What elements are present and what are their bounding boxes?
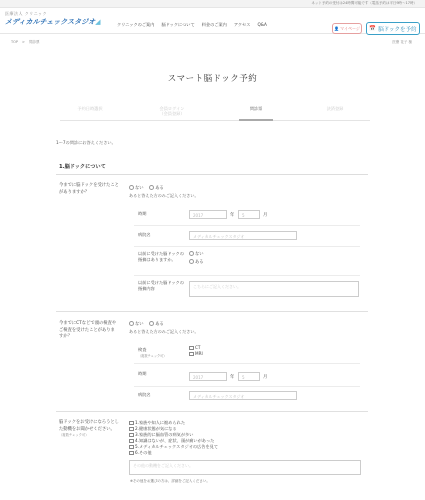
q3-footnote: ※その他をお選びの方は、詳細をご記入ください。: [130, 479, 210, 483]
progress-steps: [60, 103, 370, 121]
nav-price[interactable]: 料金のご案内: [201, 22, 227, 27]
divider: [134, 246, 360, 247]
radio-icon: [129, 185, 134, 190]
section-title: 1.脳ドックについて: [56, 163, 368, 175]
q1-hospital-input[interactable]: メディカルチェックスタジオ: [189, 231, 297, 240]
checkbox-icon: [129, 421, 134, 426]
step-questionnaire: 問診票: [226, 106, 286, 111]
q1-hint: あると答えた方のみご記入ください。: [129, 193, 199, 198]
question-1-label: 今までに脳ドックを受けたことがありますか？: [59, 183, 119, 195]
page-title: スマート脳ドック予約: [167, 74, 258, 84]
q3-options: [129, 420, 218, 456]
q2-hint: あると答えた方のみご記入ください。: [129, 329, 199, 334]
q3-option-3[interactable]: 3.家族的に脳血管の病気が多い: [129, 432, 218, 438]
checkbox-icon: [129, 445, 134, 450]
checkbox-icon: [129, 427, 134, 432]
question-3-note: （複数チェック可）: [59, 433, 89, 437]
question-3: [56, 416, 368, 496]
divider: [134, 225, 360, 226]
q2-year-unit: 年: [230, 375, 235, 380]
q2-option-yes[interactable]: ある: [149, 322, 164, 327]
q3-other-textarea[interactable]: その他の動機をご記入ください。: [129, 460, 361, 475]
user-name: 医療 花子 様: [392, 40, 412, 44]
intro-text: 1〜7の問診にお答えください。: [56, 140, 116, 145]
logo-subtitle: 医療法人 クリニック: [5, 11, 48, 16]
q2-exam-options: [189, 345, 203, 357]
q2-exam-mri[interactable]: MRI: [189, 351, 203, 357]
q1-finding-label: 以前に受けた脳ドックの指摘はありますか。: [138, 251, 184, 262]
question-2: [56, 316, 368, 412]
q2-year-input[interactable]: 2017: [189, 372, 227, 381]
radio-icon: [189, 259, 194, 264]
radio-icon: [189, 251, 194, 256]
checkbox-icon: [189, 352, 194, 357]
step-date-select: 予約日時選択: [77, 106, 103, 111]
q2-radio-group: [129, 321, 168, 327]
q2-option-no[interactable]: ない: [129, 322, 144, 327]
q1-detail-label: 以前に受けた脳ドックの指摘内容: [138, 280, 184, 291]
checkbox-icon: [189, 346, 194, 351]
q1-period-label: 時期: [138, 211, 147, 216]
q2-month-unit: 月: [263, 375, 268, 380]
q1-finding-yes[interactable]: ある: [189, 259, 204, 265]
nav-brain-dock[interactable]: 脳ドックについて: [161, 22, 195, 27]
breadcrumb-current: 問診票: [28, 40, 40, 44]
q1-detail-textarea[interactable]: こちらにご記入ください。: [189, 281, 359, 297]
radio-icon: [149, 321, 154, 326]
q2-period-label: 時期: [138, 371, 147, 376]
q1-finding-group: [189, 251, 208, 265]
q1-option-no[interactable]: ない: [129, 186, 144, 191]
top-bar: [0, 0, 425, 8]
breadcrumb: [11, 40, 39, 45]
q3-option-4[interactable]: 4.知識はないが、症状、頭が痛いがあった: [129, 438, 218, 444]
checkbox-icon: [129, 439, 134, 444]
nav-clinic[interactable]: クリニックのご案内: [117, 22, 155, 27]
question-2-label: 今までにCTなどで頭の検査やご検査を受けたことがありますか？: [59, 321, 117, 339]
calendar-icon: 📅: [369, 25, 377, 32]
nav-access[interactable]: アクセス: [233, 22, 251, 27]
user-icon: 👤: [334, 26, 340, 31]
q3-option-6[interactable]: 6.その他: [129, 450, 218, 456]
logo-mark-icon: ◢: [95, 18, 101, 26]
checkbox-icon: [129, 433, 134, 438]
q1-hospital-label: 病院名: [138, 232, 151, 237]
q2-month-input[interactable]: 5: [238, 372, 260, 381]
divider: [134, 363, 360, 364]
q2-exam-label: 検査 （複数チェック可）: [138, 347, 167, 358]
checkbox-icon: [129, 451, 134, 456]
reservation-notice: ネット予約の受付は24時間可能です（電話予約は平日9時〜17時）: [311, 1, 417, 5]
step-payment: 決済登録: [326, 106, 344, 111]
breadcrumb-top[interactable]: TOP: [11, 40, 19, 44]
site-logo[interactable]: [5, 11, 101, 27]
reserve-label: 脳ドックを予約: [378, 26, 417, 33]
reserve-button[interactable]: [366, 22, 420, 35]
radio-icon: [149, 185, 154, 190]
q1-finding-no[interactable]: ない: [189, 251, 204, 257]
q2-exam-ct[interactable]: CT: [189, 345, 203, 351]
question-3-label: 脳ドックをお受けになろうとした動機をお聞かせください。 （複数チェック可）: [59, 420, 119, 437]
logo-title: メディカルチェックスタジオ: [5, 18, 96, 26]
q1-year-input[interactable]: 2017: [189, 210, 227, 219]
q1-month-unit: 月: [263, 213, 268, 218]
q3-option-5[interactable]: 5.メディカルチェックスタジオの広告を見て: [129, 444, 218, 450]
q1-radio-group: [129, 185, 168, 191]
q2-hospital-label: 病院名: [138, 392, 151, 397]
divider: [134, 386, 360, 387]
global-nav: [117, 22, 267, 28]
nav-faq[interactable]: Q&A: [257, 22, 267, 27]
mypage-label: マイページ: [340, 25, 360, 31]
question-1: [56, 180, 368, 312]
breadcrumb-separator: >: [22, 40, 25, 44]
site-header: [0, 8, 425, 34]
q3-option-2[interactable]: 2.健康状態が気になる: [129, 426, 218, 432]
q1-year-unit: 年: [230, 213, 235, 218]
q1-option-yes[interactable]: ある: [149, 186, 164, 191]
q1-month-input[interactable]: 5: [238, 210, 260, 219]
q2-exam-note: （複数チェック可）: [138, 354, 167, 358]
q3-option-1[interactable]: 1.家族や知人に勧められた: [129, 420, 218, 426]
step-login: 会員ログイン （会員登録）: [159, 106, 185, 116]
mypage-button[interactable]: [332, 23, 362, 34]
radio-icon: [129, 321, 134, 326]
q2-hospital-input[interactable]: メディカルチェックスタジオ: [189, 391, 297, 400]
divider: [134, 275, 360, 276]
steps-line: [60, 120, 370, 121]
